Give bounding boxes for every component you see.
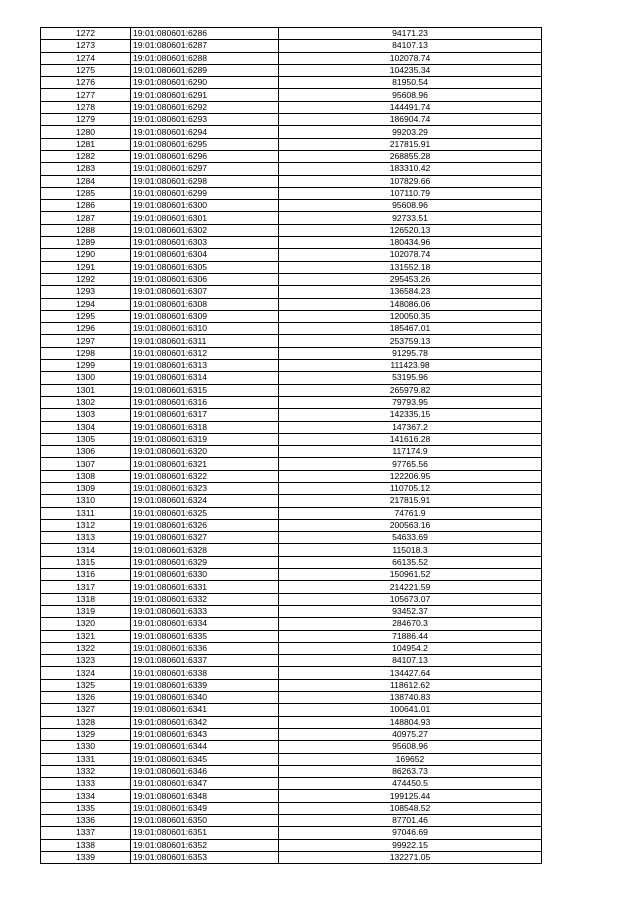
- value-cell: 95608.96: [279, 200, 542, 212]
- cadastral-number-cell: 19:01:080601:6314: [131, 372, 279, 384]
- value-cell: 107829.66: [279, 175, 542, 187]
- table-row: [41, 237, 542, 249]
- row-number-cell: 1330: [41, 741, 131, 753]
- value-cell: 71886.44: [279, 630, 542, 642]
- cadastral-number-cell: 19:01:080601:6296: [131, 150, 279, 162]
- table-row: [41, 593, 542, 605]
- row-number-cell: 1329: [41, 728, 131, 740]
- table-row: [41, 851, 542, 863]
- value-cell: 100641.01: [279, 704, 542, 716]
- value-cell: 87701.46: [279, 815, 542, 827]
- row-number-cell: 1323: [41, 655, 131, 667]
- row-number-cell: 1274: [41, 52, 131, 64]
- row-number-cell: 1331: [41, 753, 131, 765]
- cadastral-number-cell: 19:01:080601:6342: [131, 716, 279, 728]
- cadastral-number-cell: 19:01:080601:6289: [131, 64, 279, 76]
- table-row: [41, 138, 542, 150]
- cadastral-number-cell: 19:01:080601:6324: [131, 495, 279, 507]
- value-cell: 91295.78: [279, 347, 542, 359]
- cadastral-number-cell: 19:01:080601:6338: [131, 667, 279, 679]
- table-row: [41, 384, 542, 396]
- row-number-cell: 1338: [41, 839, 131, 851]
- row-number-cell: 1302: [41, 396, 131, 408]
- row-number-cell: 1311: [41, 507, 131, 519]
- cadastral-number-cell: 19:01:080601:6320: [131, 446, 279, 458]
- table-row: [41, 753, 542, 765]
- value-cell: 79793.95: [279, 396, 542, 408]
- table-row: [41, 839, 542, 851]
- table-row: [41, 728, 542, 740]
- value-cell: 117174.9: [279, 446, 542, 458]
- row-number-cell: 1317: [41, 581, 131, 593]
- cadastral-number-cell: 19:01:080601:6308: [131, 298, 279, 310]
- cadastral-number-cell: 19:01:080601:6350: [131, 815, 279, 827]
- row-number-cell: 1306: [41, 446, 131, 458]
- table-row: [41, 802, 542, 814]
- value-cell: 81950.54: [279, 77, 542, 89]
- data-table: [40, 27, 542, 864]
- cadastral-number-cell: 19:01:080601:6326: [131, 519, 279, 531]
- value-cell: 102078.74: [279, 249, 542, 261]
- cadastral-number-cell: 19:01:080601:6286: [131, 28, 279, 40]
- value-cell: 99203.29: [279, 126, 542, 138]
- cadastral-number-cell: 19:01:080601:6298: [131, 175, 279, 187]
- cadastral-number-cell: 19:01:080601:6319: [131, 433, 279, 445]
- cadastral-number-cell: 19:01:080601:6311: [131, 335, 279, 347]
- row-number-cell: 1334: [41, 790, 131, 802]
- value-cell: 104235.34: [279, 64, 542, 76]
- table-row: [41, 458, 542, 470]
- cadastral-number-cell: 19:01:080601:6331: [131, 581, 279, 593]
- value-cell: 74761.9: [279, 507, 542, 519]
- table-row: [41, 679, 542, 691]
- table-row: [41, 212, 542, 224]
- table-row: [41, 360, 542, 372]
- value-cell: 122206.95: [279, 470, 542, 482]
- value-cell: 186904.74: [279, 114, 542, 126]
- cadastral-number-cell: 19:01:080601:6336: [131, 642, 279, 654]
- row-number-cell: 1285: [41, 187, 131, 199]
- row-number-cell: 1288: [41, 224, 131, 236]
- row-number-cell: 1279: [41, 114, 131, 126]
- row-number-cell: 1325: [41, 679, 131, 691]
- table-row: [41, 630, 542, 642]
- row-number-cell: 1333: [41, 778, 131, 790]
- cadastral-number-cell: 19:01:080601:6345: [131, 753, 279, 765]
- table-row: [41, 495, 542, 507]
- cadastral-number-cell: 19:01:080601:6351: [131, 827, 279, 839]
- cadastral-number-cell: 19:01:080601:6327: [131, 532, 279, 544]
- table-row: [41, 704, 542, 716]
- value-cell: 40975.27: [279, 728, 542, 740]
- row-number-cell: 1327: [41, 704, 131, 716]
- cadastral-number-cell: 19:01:080601:6290: [131, 77, 279, 89]
- cadastral-number-cell: 19:01:080601:6347: [131, 778, 279, 790]
- value-cell: 120050.35: [279, 310, 542, 322]
- value-cell: 84107.13: [279, 655, 542, 667]
- cadastral-number-cell: 19:01:080601:6329: [131, 556, 279, 568]
- row-number-cell: 1335: [41, 802, 131, 814]
- cadastral-number-cell: 19:01:080601:6292: [131, 101, 279, 113]
- value-cell: 86263.73: [279, 765, 542, 777]
- row-number-cell: 1277: [41, 89, 131, 101]
- row-number-cell: 1292: [41, 273, 131, 285]
- table-row: [41, 741, 542, 753]
- cadastral-number-cell: 19:01:080601:6333: [131, 605, 279, 617]
- row-number-cell: 1275: [41, 64, 131, 76]
- cadastral-number-cell: 19:01:080601:6343: [131, 728, 279, 740]
- value-cell: 102078.74: [279, 52, 542, 64]
- row-number-cell: 1272: [41, 28, 131, 40]
- row-number-cell: 1305: [41, 433, 131, 445]
- row-number-cell: 1300: [41, 372, 131, 384]
- value-cell: 138740.83: [279, 692, 542, 704]
- table-row: [41, 28, 542, 40]
- cadastral-number-cell: 19:01:080601:6348: [131, 790, 279, 802]
- cadastral-number-cell: 19:01:080601:6294: [131, 126, 279, 138]
- cadastral-number-cell: 19:01:080601:6339: [131, 679, 279, 691]
- value-cell: 169652: [279, 753, 542, 765]
- value-cell: 105673.07: [279, 593, 542, 605]
- table-row: [41, 544, 542, 556]
- table-row: [41, 187, 542, 199]
- row-number-cell: 1289: [41, 237, 131, 249]
- row-number-cell: 1278: [41, 101, 131, 113]
- row-number-cell: 1284: [41, 175, 131, 187]
- cadastral-number-cell: 19:01:080601:6309: [131, 310, 279, 322]
- table-row: [41, 765, 542, 777]
- row-number-cell: 1304: [41, 421, 131, 433]
- row-number-cell: 1313: [41, 532, 131, 544]
- table-row: [41, 778, 542, 790]
- value-cell: 217815.91: [279, 495, 542, 507]
- cadastral-number-cell: 19:01:080601:6305: [131, 261, 279, 273]
- row-number-cell: 1273: [41, 40, 131, 52]
- row-number-cell: 1293: [41, 286, 131, 298]
- table-row: [41, 200, 542, 212]
- value-cell: 99922.15: [279, 839, 542, 851]
- table-row: [41, 790, 542, 802]
- table-row: [41, 482, 542, 494]
- row-number-cell: 1324: [41, 667, 131, 679]
- value-cell: 265979.82: [279, 384, 542, 396]
- value-cell: 141616.28: [279, 433, 542, 445]
- value-cell: 95608.96: [279, 89, 542, 101]
- cadastral-number-cell: 19:01:080601:6353: [131, 851, 279, 863]
- row-number-cell: 1282: [41, 150, 131, 162]
- table-row: [41, 433, 542, 445]
- cadastral-number-cell: 19:01:080601:6291: [131, 89, 279, 101]
- value-cell: 84107.13: [279, 40, 542, 52]
- value-cell: 107110.79: [279, 187, 542, 199]
- table-row: [41, 421, 542, 433]
- value-cell: 199125.44: [279, 790, 542, 802]
- cadastral-number-cell: 19:01:080601:6302: [131, 224, 279, 236]
- table-row: [41, 310, 542, 322]
- table-row: [41, 692, 542, 704]
- cadastral-number-cell: 19:01:080601:6349: [131, 802, 279, 814]
- value-cell: 148086.06: [279, 298, 542, 310]
- value-cell: 92733.51: [279, 212, 542, 224]
- value-cell: 118612.62: [279, 679, 542, 691]
- table-row: [41, 372, 542, 384]
- value-cell: 183310.42: [279, 163, 542, 175]
- cadastral-number-cell: 19:01:080601:6304: [131, 249, 279, 261]
- cadastral-number-cell: 19:01:080601:6344: [131, 741, 279, 753]
- row-number-cell: 1322: [41, 642, 131, 654]
- row-number-cell: 1295: [41, 310, 131, 322]
- table-row: [41, 77, 542, 89]
- value-cell: 284670.3: [279, 618, 542, 630]
- value-cell: 110705.12: [279, 482, 542, 494]
- value-cell: 200563.16: [279, 519, 542, 531]
- table-row: [41, 519, 542, 531]
- value-cell: 144491.74: [279, 101, 542, 113]
- cadastral-number-cell: 19:01:080601:6322: [131, 470, 279, 482]
- table-row: [41, 126, 542, 138]
- value-cell: 97046.69: [279, 827, 542, 839]
- row-number-cell: 1296: [41, 323, 131, 335]
- value-cell: 95608.96: [279, 741, 542, 753]
- row-number-cell: 1318: [41, 593, 131, 605]
- value-cell: 94171.23: [279, 28, 542, 40]
- cadastral-number-cell: 19:01:080601:6317: [131, 409, 279, 421]
- value-cell: 136584.23: [279, 286, 542, 298]
- cadastral-number-cell: 19:01:080601:6341: [131, 704, 279, 716]
- row-number-cell: 1280: [41, 126, 131, 138]
- table-row: [41, 581, 542, 593]
- table-row: [41, 396, 542, 408]
- table-row: [41, 40, 542, 52]
- row-number-cell: 1309: [41, 482, 131, 494]
- table-row: [41, 323, 542, 335]
- row-number-cell: 1297: [41, 335, 131, 347]
- cadastral-number-cell: 19:01:080601:6301: [131, 212, 279, 224]
- row-number-cell: 1314: [41, 544, 131, 556]
- row-number-cell: 1307: [41, 458, 131, 470]
- value-cell: 54633.69: [279, 532, 542, 544]
- cadastral-number-cell: 19:01:080601:6307: [131, 286, 279, 298]
- cadastral-number-cell: 19:01:080601:6300: [131, 200, 279, 212]
- cadastral-number-cell: 19:01:080601:6295: [131, 138, 279, 150]
- row-number-cell: 1339: [41, 851, 131, 863]
- cadastral-number-cell: 19:01:080601:6325: [131, 507, 279, 519]
- cadastral-number-cell: 19:01:080601:6306: [131, 273, 279, 285]
- row-number-cell: 1276: [41, 77, 131, 89]
- row-number-cell: 1328: [41, 716, 131, 728]
- row-number-cell: 1312: [41, 519, 131, 531]
- value-cell: 126520.13: [279, 224, 542, 236]
- table-row: [41, 446, 542, 458]
- cadastral-number-cell: 19:01:080601:6330: [131, 569, 279, 581]
- table-row: [41, 409, 542, 421]
- cadastral-number-cell: 19:01:080601:6346: [131, 765, 279, 777]
- value-cell: 132271.05: [279, 851, 542, 863]
- table-row: [41, 273, 542, 285]
- value-cell: 150961.52: [279, 569, 542, 581]
- cadastral-number-cell: 19:01:080601:6297: [131, 163, 279, 175]
- value-cell: 115018.3: [279, 544, 542, 556]
- row-number-cell: 1332: [41, 765, 131, 777]
- table-row: [41, 64, 542, 76]
- table-row: [41, 347, 542, 359]
- cadastral-number-cell: 19:01:080601:6315: [131, 384, 279, 396]
- table-row: [41, 618, 542, 630]
- value-cell: 268855.28: [279, 150, 542, 162]
- value-cell: 253759.13: [279, 335, 542, 347]
- table-row: [41, 89, 542, 101]
- value-cell: 134427.64: [279, 667, 542, 679]
- table-row: [41, 298, 542, 310]
- value-cell: 104954.2: [279, 642, 542, 654]
- cadastral-number-cell: 19:01:080601:6288: [131, 52, 279, 64]
- row-number-cell: 1326: [41, 692, 131, 704]
- cadastral-number-cell: 19:01:080601:6310: [131, 323, 279, 335]
- row-number-cell: 1316: [41, 569, 131, 581]
- table-row: [41, 827, 542, 839]
- table-row: [41, 286, 542, 298]
- cadastral-number-cell: 19:01:080601:6293: [131, 114, 279, 126]
- value-cell: 108548.52: [279, 802, 542, 814]
- table-row: [41, 556, 542, 568]
- table-row: [41, 642, 542, 654]
- table-row: [41, 261, 542, 273]
- value-cell: 142335.15: [279, 409, 542, 421]
- table-row: [41, 249, 542, 261]
- table-row: [41, 470, 542, 482]
- row-number-cell: 1336: [41, 815, 131, 827]
- row-number-cell: 1301: [41, 384, 131, 396]
- value-cell: 474450.5: [279, 778, 542, 790]
- table-row: [41, 114, 542, 126]
- cadastral-number-cell: 19:01:080601:6299: [131, 187, 279, 199]
- value-cell: 148804.93: [279, 716, 542, 728]
- table-row: [41, 532, 542, 544]
- value-cell: 97765.56: [279, 458, 542, 470]
- row-number-cell: 1290: [41, 249, 131, 261]
- table-row: [41, 507, 542, 519]
- value-cell: 111423.98: [279, 360, 542, 372]
- table-row: [41, 175, 542, 187]
- value-cell: 217815.91: [279, 138, 542, 150]
- row-number-cell: 1310: [41, 495, 131, 507]
- cadastral-number-cell: 19:01:080601:6316: [131, 396, 279, 408]
- table-row: [41, 716, 542, 728]
- cadastral-number-cell: 19:01:080601:6340: [131, 692, 279, 704]
- row-number-cell: 1291: [41, 261, 131, 273]
- value-cell: 93452.37: [279, 605, 542, 617]
- table-row: [41, 101, 542, 113]
- value-cell: 295453.26: [279, 273, 542, 285]
- cadastral-number-cell: 19:01:080601:6303: [131, 237, 279, 249]
- table-row: [41, 655, 542, 667]
- cadastral-number-cell: 19:01:080601:6337: [131, 655, 279, 667]
- cadastral-number-cell: 19:01:080601:6335: [131, 630, 279, 642]
- cadastral-number-cell: 19:01:080601:6321: [131, 458, 279, 470]
- cadastral-number-cell: 19:01:080601:6323: [131, 482, 279, 494]
- table-row: [41, 569, 542, 581]
- row-number-cell: 1303: [41, 409, 131, 421]
- row-number-cell: 1298: [41, 347, 131, 359]
- table-row: [41, 335, 542, 347]
- row-number-cell: 1281: [41, 138, 131, 150]
- row-number-cell: 1321: [41, 630, 131, 642]
- value-cell: 66135.52: [279, 556, 542, 568]
- value-cell: 53195.96: [279, 372, 542, 384]
- cadastral-number-cell: 19:01:080601:6334: [131, 618, 279, 630]
- table-body: [41, 28, 542, 864]
- table-row: [41, 163, 542, 175]
- table-row: [41, 52, 542, 64]
- row-number-cell: 1315: [41, 556, 131, 568]
- table-row: [41, 224, 542, 236]
- row-number-cell: 1308: [41, 470, 131, 482]
- cadastral-number-cell: 19:01:080601:6352: [131, 839, 279, 851]
- cadastral-number-cell: 19:01:080601:6328: [131, 544, 279, 556]
- value-cell: 147367.2: [279, 421, 542, 433]
- value-cell: 131552.18: [279, 261, 542, 273]
- table-row: [41, 605, 542, 617]
- row-number-cell: 1287: [41, 212, 131, 224]
- row-number-cell: 1319: [41, 605, 131, 617]
- cadastral-number-cell: 19:01:080601:6312: [131, 347, 279, 359]
- value-cell: 185467.01: [279, 323, 542, 335]
- table-row: [41, 667, 542, 679]
- value-cell: 180434.96: [279, 237, 542, 249]
- row-number-cell: 1299: [41, 360, 131, 372]
- row-number-cell: 1320: [41, 618, 131, 630]
- row-number-cell: 1294: [41, 298, 131, 310]
- cadastral-number-cell: 19:01:080601:6287: [131, 40, 279, 52]
- row-number-cell: 1286: [41, 200, 131, 212]
- row-number-cell: 1283: [41, 163, 131, 175]
- table-row: [41, 815, 542, 827]
- table-row: [41, 150, 542, 162]
- row-number-cell: 1337: [41, 827, 131, 839]
- cadastral-number-cell: 19:01:080601:6318: [131, 421, 279, 433]
- value-cell: 214221.59: [279, 581, 542, 593]
- cadastral-number-cell: 19:01:080601:6313: [131, 360, 279, 372]
- cadastral-number-cell: 19:01:080601:6332: [131, 593, 279, 605]
